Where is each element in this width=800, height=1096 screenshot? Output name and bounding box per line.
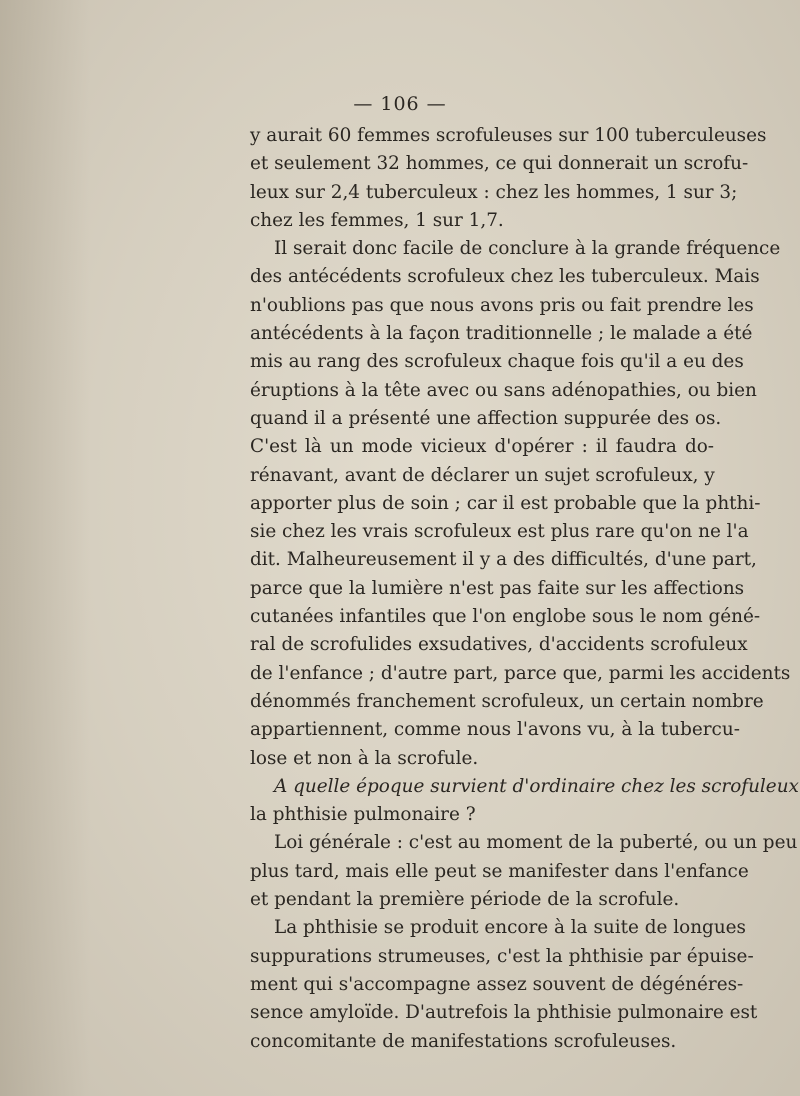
text-line: ment qui s'accompagne assez souvent de dégénéres- (250, 973, 744, 995)
text-line: sie chez les vrais scrofuleux est plus rare qu'on ne l'a (250, 521, 749, 543)
text-line: et seulement 32 hommes, ce qui donnerait un scrofu- (250, 153, 749, 175)
text-line: concomitante de manifestations scrofuleuses. (250, 1030, 677, 1052)
text-line: Il serait donc facile de conclure à la grande fréquence (274, 238, 781, 260)
page-shadow (0, 0, 90, 1096)
text-line: la phthisie pulmonaire ? (250, 804, 476, 826)
text-line: ral de scrofulides exsudatives, d'accidents scrofuleux (250, 634, 748, 656)
text-line: rénavant, avant de déclarer un sujet scrofuleux, y (250, 464, 715, 486)
text-line: éruptions à la tête avec ou sans adénopathies, ou bien (250, 379, 757, 401)
text-line: plus tard, mais elle peut se manifester dans l'enfance (250, 860, 749, 882)
text-line: dit. Malheureusement il y a des difficultés, d'une part, (250, 549, 757, 571)
text-line: y aurait 60 femmes scrofuleuses sur 100 tuberculeuses (250, 125, 767, 146)
page-number-header: — 106 — (353, 93, 447, 115)
text-line: sence amyloïde. D'autrefois la phthisie pulmonaire est (250, 1002, 758, 1024)
text-line: parce que la lumière n'est pas faite sur les affections (250, 577, 745, 599)
text-line: leux sur 2,4 tuberculeux : chez les hommes, 1 sur 3; (250, 181, 738, 203)
text-line: La phthisie se produit encore à la suite de longues (274, 917, 746, 939)
text-line: appartiennent, comme nous l'avons vu, à la tubercu- (250, 719, 740, 741)
text-line: Loi générale : c'est au moment de la puberté, ou un peu (274, 832, 798, 854)
text-line: cutanées infantiles que l'on englobe sous le nom géné- (250, 606, 761, 628)
text-line: dénommés franchement scrofuleux, un certain nombre (250, 690, 764, 712)
text-line: des antécédents scrofuleux chez les tuberculeux. Mais (250, 266, 760, 288)
text-line: n'oublions pas que nous avons pris ou fait prendre les (250, 294, 754, 316)
body-text (250, 122, 799, 1056)
text-line: apporter plus de soin ; car il est probable que la phthi- (250, 492, 761, 514)
text-line: de l'enfance ; d'autre part, parce que, parmi les accidents (250, 662, 791, 684)
text-line: et pendant la première période de la scrofule. (250, 889, 680, 911)
text-line: C'est là un mode vicieux d'opérer : il faudra do- (250, 436, 714, 458)
text-line: antécédents à la façon traditionnelle ; le malade a été (250, 323, 753, 345)
text-line: suppurations strumeuses, c'est la phthisie par épuise- (250, 945, 754, 967)
text-line: mis au rang des scrofuleux chaque fois qu'il a eu des (250, 351, 744, 373)
question-line: A quelle époque survient d'ordinaire chez les scrofuleux (274, 775, 799, 797)
text-line: chez les femmes, 1 sur 1,7. (250, 209, 504, 231)
text-line: quand il a présenté une affection suppurée des os. (250, 407, 722, 429)
text-line: lose et non à la scrofule. (250, 747, 479, 769)
